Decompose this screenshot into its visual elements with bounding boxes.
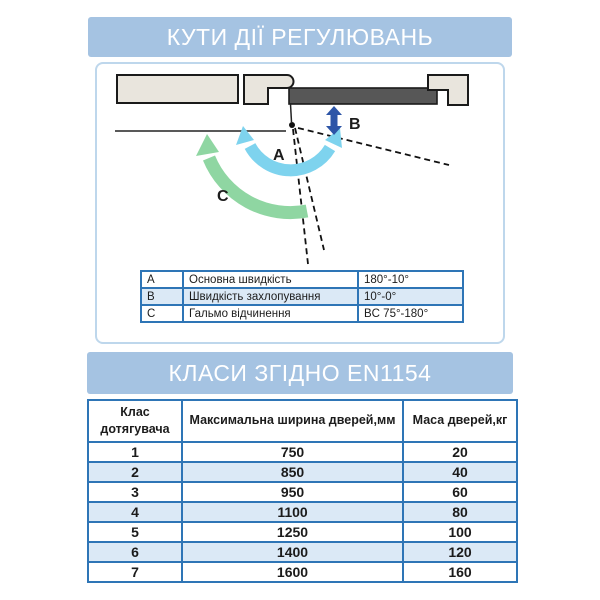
width-cell: 750: [182, 442, 403, 462]
width-cell: 1400: [182, 542, 403, 562]
class-cell: 4: [88, 502, 182, 522]
adjustment-key: C: [141, 305, 183, 322]
width-cell: 1250: [182, 522, 403, 542]
mass-cell: 20: [403, 442, 517, 462]
mass-cell: 120: [403, 542, 517, 562]
table-row: [141, 288, 463, 305]
section1-title-bar: [88, 17, 512, 57]
table-row: [88, 562, 517, 582]
width-cell: 1100: [182, 502, 403, 522]
diagram-label-a: A: [273, 147, 285, 164]
table-row: [88, 522, 517, 542]
width-cell: 1600: [182, 562, 403, 582]
class-cell: 1: [88, 442, 182, 462]
adjustment-value: 10°-0°: [358, 288, 463, 305]
door-edge-line: [291, 104, 292, 122]
section1-title: КУТИ ДІЇ РЕГУЛЮВАНЬ: [166, 23, 434, 50]
door-panel: [289, 88, 437, 104]
adjustment-name: Основна швидкість: [183, 271, 358, 288]
en1154-classes-table: [87, 399, 518, 583]
section2-title: КЛАСИ ЗГІДНО EN1154: [168, 359, 432, 386]
table-row: [141, 271, 463, 288]
arrow-c-head: [196, 134, 219, 156]
adjustment-key: B: [141, 288, 183, 305]
diagram-label-c: C: [217, 188, 229, 205]
width-cell: 950: [182, 482, 403, 502]
table-row: [88, 542, 517, 562]
table-row: [88, 482, 517, 502]
header-class: Клас дотягувача: [88, 400, 182, 442]
diagram-label-b: B: [349, 116, 361, 133]
arrow-a-arc: [250, 146, 330, 170]
class-cell: 6: [88, 542, 182, 562]
mass-cell: 40: [403, 462, 517, 482]
section2-title-bar: [87, 352, 513, 394]
table-row: [141, 305, 463, 322]
mass-cell: 160: [403, 562, 517, 582]
adjustment-name: Швидкість захлопування: [183, 288, 358, 305]
class-cell: 7: [88, 562, 182, 582]
mass-cell: 60: [403, 482, 517, 502]
class-cell: 5: [88, 522, 182, 542]
header-max-width: Максимальна ширина дверей,мм: [182, 400, 403, 442]
diagram-panel: [95, 62, 505, 344]
mass-cell: 100: [403, 522, 517, 542]
adjustment-angles-table: [140, 270, 464, 323]
table-header-row: [88, 400, 517, 442]
adjustment-value: BC 75°-180°: [358, 305, 463, 322]
mass-cell: 80: [403, 502, 517, 522]
class-cell: 3: [88, 482, 182, 502]
table-row: [88, 502, 517, 522]
arrow-a-head-left: [236, 126, 254, 145]
class-cell: 2: [88, 462, 182, 482]
table-row: [88, 442, 517, 462]
adjustment-key: A: [141, 271, 183, 288]
table-row: [88, 462, 517, 482]
width-cell: 850: [182, 462, 403, 482]
hinge-frame: [244, 75, 294, 104]
adjustment-name: Гальмо відчинення: [183, 305, 358, 322]
adjustment-value: 180°-10°: [358, 271, 463, 288]
pivot-dot: [289, 122, 295, 128]
left-wall: [117, 75, 238, 103]
header-mass: Маса дверей,кг: [403, 400, 517, 442]
